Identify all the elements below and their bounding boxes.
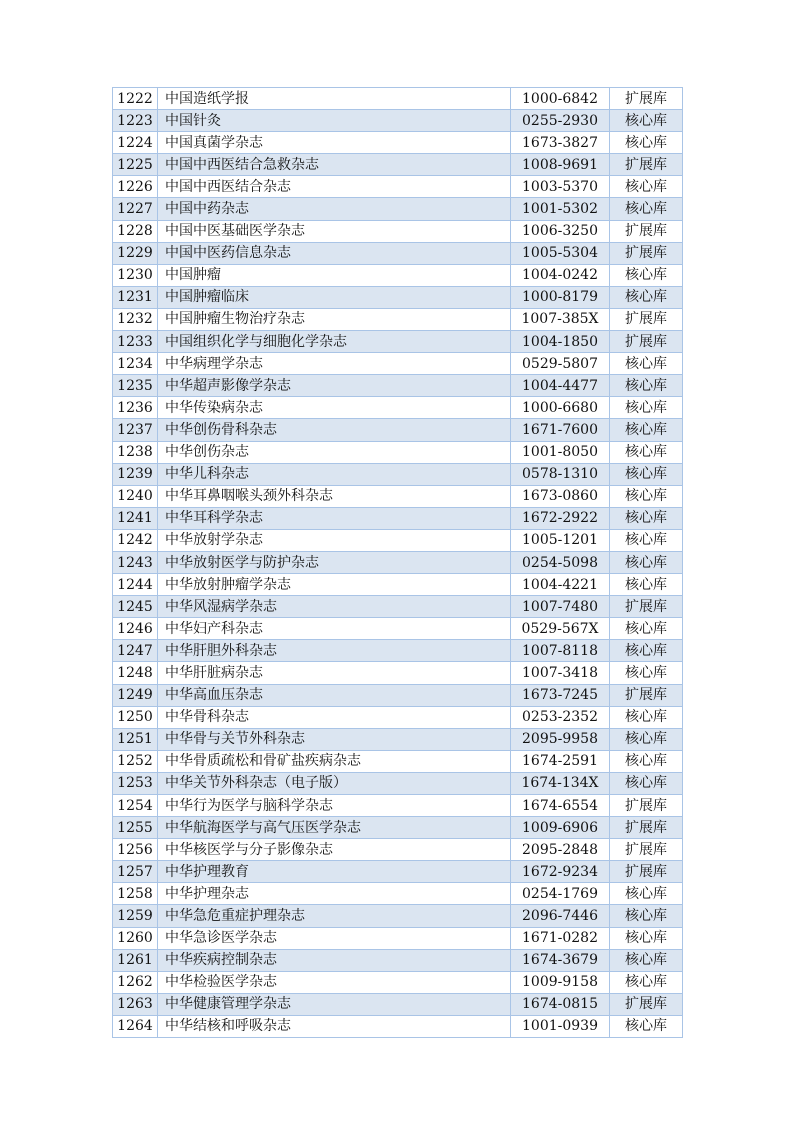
- row-number: 1233: [113, 331, 158, 353]
- row-number: 1236: [113, 397, 158, 419]
- table-row: [113, 662, 683, 684]
- table-row: [113, 640, 683, 662]
- journal-name: 中华行为医学与脑科学杂志: [158, 795, 511, 817]
- journal-issn: 1008-9691: [511, 154, 610, 176]
- journal-name: 中华骨科杂志: [158, 706, 511, 728]
- row-number: 1250: [113, 706, 158, 728]
- table-row: [113, 220, 683, 242]
- journal-issn: 1674-3679: [511, 949, 610, 971]
- row-number: 1223: [113, 110, 158, 132]
- journal-name: 中华核医学与分子影像杂志: [158, 839, 511, 861]
- journal-database: 核心库: [610, 772, 683, 794]
- journal-issn: 1673-3827: [511, 132, 610, 154]
- journal-name: 中华传染病杂志: [158, 397, 511, 419]
- journal-issn: 0578-1310: [511, 463, 610, 485]
- journal-name: 中华骨质疏松和骨矿盐疾病杂志: [158, 750, 511, 772]
- journal-issn: 0254-5098: [511, 551, 610, 573]
- journal-name: 中华儿科杂志: [158, 463, 511, 485]
- table-row: [113, 419, 683, 441]
- journal-database: 核心库: [610, 706, 683, 728]
- journal-database: 核心库: [610, 927, 683, 949]
- table-row: [113, 993, 683, 1015]
- row-number: 1232: [113, 308, 158, 330]
- journal-issn: 1009-6906: [511, 817, 610, 839]
- journal-database: 核心库: [610, 419, 683, 441]
- journal-database: 核心库: [610, 971, 683, 993]
- journal-database: 扩展库: [610, 596, 683, 618]
- journal-database: 扩展库: [610, 839, 683, 861]
- journal-name: 中华创伤骨科杂志: [158, 419, 511, 441]
- journal-name: 中华急危重症护理杂志: [158, 905, 511, 927]
- journal-table-body: [113, 88, 683, 1038]
- journal-name: 中华放射医学与防护杂志: [158, 551, 511, 573]
- journal-database: 核心库: [610, 529, 683, 551]
- journal-name: 中国肿瘤: [158, 264, 511, 286]
- journal-issn: 1009-9158: [511, 971, 610, 993]
- journal-issn: 1673-7245: [511, 684, 610, 706]
- journal-database: 核心库: [610, 949, 683, 971]
- table-row: [113, 684, 683, 706]
- journal-issn: 1005-1201: [511, 529, 610, 551]
- journal-database: 核心库: [610, 618, 683, 640]
- journal-database: 扩展库: [610, 817, 683, 839]
- row-number: 1237: [113, 419, 158, 441]
- row-number: 1245: [113, 596, 158, 618]
- journal-database: 核心库: [610, 728, 683, 750]
- journal-issn: 1000-8179: [511, 286, 610, 308]
- journal-database: 核心库: [610, 286, 683, 308]
- journal-issn: 1672-2922: [511, 507, 610, 529]
- table-row: [113, 132, 683, 154]
- row-number: 1254: [113, 795, 158, 817]
- journal-name: 中华肝胆外科杂志: [158, 640, 511, 662]
- table-row: [113, 861, 683, 883]
- table-row: [113, 198, 683, 220]
- row-number: 1253: [113, 772, 158, 794]
- journal-name: 中国肿瘤临床: [158, 286, 511, 308]
- journal-database: 核心库: [610, 375, 683, 397]
- row-number: 1222: [113, 88, 158, 110]
- journal-database: 核心库: [610, 1015, 683, 1037]
- row-number: 1256: [113, 839, 158, 861]
- journal-name: 中国造纸学报: [158, 88, 511, 110]
- journal-database: 核心库: [610, 441, 683, 463]
- journal-issn: 1006-3250: [511, 220, 610, 242]
- journal-issn: 1001-0939: [511, 1015, 610, 1037]
- journal-database: 扩展库: [610, 993, 683, 1015]
- row-number: 1240: [113, 485, 158, 507]
- table-row: [113, 949, 683, 971]
- journal-name: 中国中医基础医学杂志: [158, 220, 511, 242]
- journal-name: 中华检验医学杂志: [158, 971, 511, 993]
- journal-name: 中国真菌学杂志: [158, 132, 511, 154]
- row-number: 1231: [113, 286, 158, 308]
- row-number: 1234: [113, 353, 158, 375]
- journal-database: 扩展库: [610, 308, 683, 330]
- journal-name: 中华航海医学与高气压医学杂志: [158, 817, 511, 839]
- table-row: [113, 397, 683, 419]
- journal-issn: 1004-1850: [511, 331, 610, 353]
- journal-database: 扩展库: [610, 861, 683, 883]
- journal-name: 中华结核和呼吸杂志: [158, 1015, 511, 1037]
- journal-issn: 0255-2930: [511, 110, 610, 132]
- journal-issn: 1673-0860: [511, 485, 610, 507]
- row-number: 1226: [113, 176, 158, 198]
- row-number: 1235: [113, 375, 158, 397]
- journal-issn: 1007-7480: [511, 596, 610, 618]
- table-row: [113, 331, 683, 353]
- table-row: [113, 596, 683, 618]
- journal-issn: 1672-9234: [511, 861, 610, 883]
- row-number: 1263: [113, 993, 158, 1015]
- journal-issn: 1003-5370: [511, 176, 610, 198]
- journal-name: 中华超声影像学杂志: [158, 375, 511, 397]
- row-number: 1241: [113, 507, 158, 529]
- row-number: 1259: [113, 905, 158, 927]
- table-row: [113, 551, 683, 573]
- row-number: 1230: [113, 264, 158, 286]
- table-row: [113, 1015, 683, 1037]
- journal-name: 中华放射学杂志: [158, 529, 511, 551]
- journal-database: 核心库: [610, 132, 683, 154]
- table-row: [113, 706, 683, 728]
- journal-database: 核心库: [610, 507, 683, 529]
- row-number: 1249: [113, 684, 158, 706]
- table-row: [113, 110, 683, 132]
- table-row: [113, 308, 683, 330]
- journal-issn: 2096-7446: [511, 905, 610, 927]
- journal-database: 核心库: [610, 750, 683, 772]
- row-number: 1248: [113, 662, 158, 684]
- journal-name: 中国肿瘤生物治疗杂志: [158, 308, 511, 330]
- journal-database: 核心库: [610, 353, 683, 375]
- journal-database: 核心库: [610, 662, 683, 684]
- table-row: [113, 154, 683, 176]
- row-number: 1255: [113, 817, 158, 839]
- journal-name: 中华放射肿瘤学杂志: [158, 574, 511, 596]
- journal-name: 中国中西医结合杂志: [158, 176, 511, 198]
- table-row: [113, 795, 683, 817]
- journal-database: 扩展库: [610, 242, 683, 264]
- table-row: [113, 353, 683, 375]
- journal-issn: 1007-8118: [511, 640, 610, 662]
- table-row: [113, 772, 683, 794]
- row-number: 1260: [113, 927, 158, 949]
- journal-issn: 1000-6680: [511, 397, 610, 419]
- journal-name: 中华关节外科杂志（电子版）: [158, 772, 511, 794]
- journal-issn: 1674-2591: [511, 750, 610, 772]
- table-row: [113, 242, 683, 264]
- journal-issn: 1004-0242: [511, 264, 610, 286]
- table-row: [113, 839, 683, 861]
- table-row: [113, 176, 683, 198]
- row-number: 1243: [113, 551, 158, 573]
- journal-database: 核心库: [610, 110, 683, 132]
- row-number: 1247: [113, 640, 158, 662]
- journal-database: 核心库: [610, 264, 683, 286]
- journal-name: 中华耳科学杂志: [158, 507, 511, 529]
- journal-database: 核心库: [610, 574, 683, 596]
- journal-issn: 0529-567X: [511, 618, 610, 640]
- journal-name: 中华风湿病学杂志: [158, 596, 511, 618]
- journal-name: 中国中西医结合急救杂志: [158, 154, 511, 176]
- journal-issn: 1671-7600: [511, 419, 610, 441]
- row-number: 1242: [113, 529, 158, 551]
- journal-database: 扩展库: [610, 154, 683, 176]
- journal-name: 中华疾病控制杂志: [158, 949, 511, 971]
- journal-name: 中国针灸: [158, 110, 511, 132]
- journal-database: 核心库: [610, 905, 683, 927]
- journal-name: 中华护理教育: [158, 861, 511, 883]
- journal-issn: 1004-4221: [511, 574, 610, 596]
- journal-name: 中华急诊医学杂志: [158, 927, 511, 949]
- journal-name: 中华骨与关节外科杂志: [158, 728, 511, 750]
- table-row: [113, 441, 683, 463]
- journal-issn: 1674-134X: [511, 772, 610, 794]
- row-number: 1229: [113, 242, 158, 264]
- journal-database: 扩展库: [610, 331, 683, 353]
- journal-database: 核心库: [610, 397, 683, 419]
- journal-name: 中华创伤杂志: [158, 441, 511, 463]
- journal-issn: 0254-1769: [511, 883, 610, 905]
- table-row: [113, 375, 683, 397]
- journal-issn: 0253-2352: [511, 706, 610, 728]
- table-row: [113, 971, 683, 993]
- journal-issn: 1000-6842: [511, 88, 610, 110]
- journal-database: 核心库: [610, 198, 683, 220]
- journal-database: 核心库: [610, 485, 683, 507]
- journal-table: [112, 87, 683, 1038]
- journal-database: 扩展库: [610, 684, 683, 706]
- row-number: 1258: [113, 883, 158, 905]
- table-row: [113, 750, 683, 772]
- journal-database: 扩展库: [610, 795, 683, 817]
- table-row: [113, 883, 683, 905]
- row-number: 1228: [113, 220, 158, 242]
- journal-issn: 1001-8050: [511, 441, 610, 463]
- row-number: 1257: [113, 861, 158, 883]
- journal-database: 扩展库: [610, 88, 683, 110]
- journal-issn: 2095-2848: [511, 839, 610, 861]
- journal-name: 中华肝脏病杂志: [158, 662, 511, 684]
- journal-database: 核心库: [610, 883, 683, 905]
- row-number: 1264: [113, 1015, 158, 1037]
- journal-database: 核心库: [610, 176, 683, 198]
- row-number: 1261: [113, 949, 158, 971]
- row-number: 1227: [113, 198, 158, 220]
- journal-database: 扩展库: [610, 220, 683, 242]
- journal-issn: 1674-0815: [511, 993, 610, 1015]
- journal-name: 中华健康管理学杂志: [158, 993, 511, 1015]
- row-number: 1224: [113, 132, 158, 154]
- journal-name: 中华护理杂志: [158, 883, 511, 905]
- journal-issn: 2095-9958: [511, 728, 610, 750]
- journal-name: 中华妇产科杂志: [158, 618, 511, 640]
- table-row: [113, 905, 683, 927]
- journal-database: 核心库: [610, 551, 683, 573]
- journal-name: 中华高血压杂志: [158, 684, 511, 706]
- table-row: [113, 529, 683, 551]
- row-number: 1239: [113, 463, 158, 485]
- table-row: [113, 574, 683, 596]
- journal-issn: 1007-3418: [511, 662, 610, 684]
- row-number: 1244: [113, 574, 158, 596]
- row-number: 1225: [113, 154, 158, 176]
- table-row: [113, 463, 683, 485]
- journal-issn: 1671-0282: [511, 927, 610, 949]
- row-number: 1262: [113, 971, 158, 993]
- table-row: [113, 927, 683, 949]
- journal-name: 中华病理学杂志: [158, 353, 511, 375]
- table-row: [113, 507, 683, 529]
- table-row: [113, 286, 683, 308]
- row-number: 1251: [113, 728, 158, 750]
- journal-name: 中国中医药信息杂志: [158, 242, 511, 264]
- journal-issn: 1007-385X: [511, 308, 610, 330]
- journal-issn: 1001-5302: [511, 198, 610, 220]
- table-row: [113, 88, 683, 110]
- journal-name: 中国组织化学与细胞化学杂志: [158, 331, 511, 353]
- table-row: [113, 485, 683, 507]
- row-number: 1246: [113, 618, 158, 640]
- journal-issn: 1005-5304: [511, 242, 610, 264]
- journal-database: 核心库: [610, 640, 683, 662]
- journal-issn: 1004-4477: [511, 375, 610, 397]
- journal-database: 核心库: [610, 463, 683, 485]
- table-row: [113, 728, 683, 750]
- row-number: 1238: [113, 441, 158, 463]
- journal-name: 中国中药杂志: [158, 198, 511, 220]
- journal-issn: 0529-5807: [511, 353, 610, 375]
- journal-name: 中华耳鼻咽喉头颈外科杂志: [158, 485, 511, 507]
- table-row: [113, 618, 683, 640]
- table-row: [113, 817, 683, 839]
- journal-issn: 1674-6554: [511, 795, 610, 817]
- row-number: 1252: [113, 750, 158, 772]
- table-row: [113, 264, 683, 286]
